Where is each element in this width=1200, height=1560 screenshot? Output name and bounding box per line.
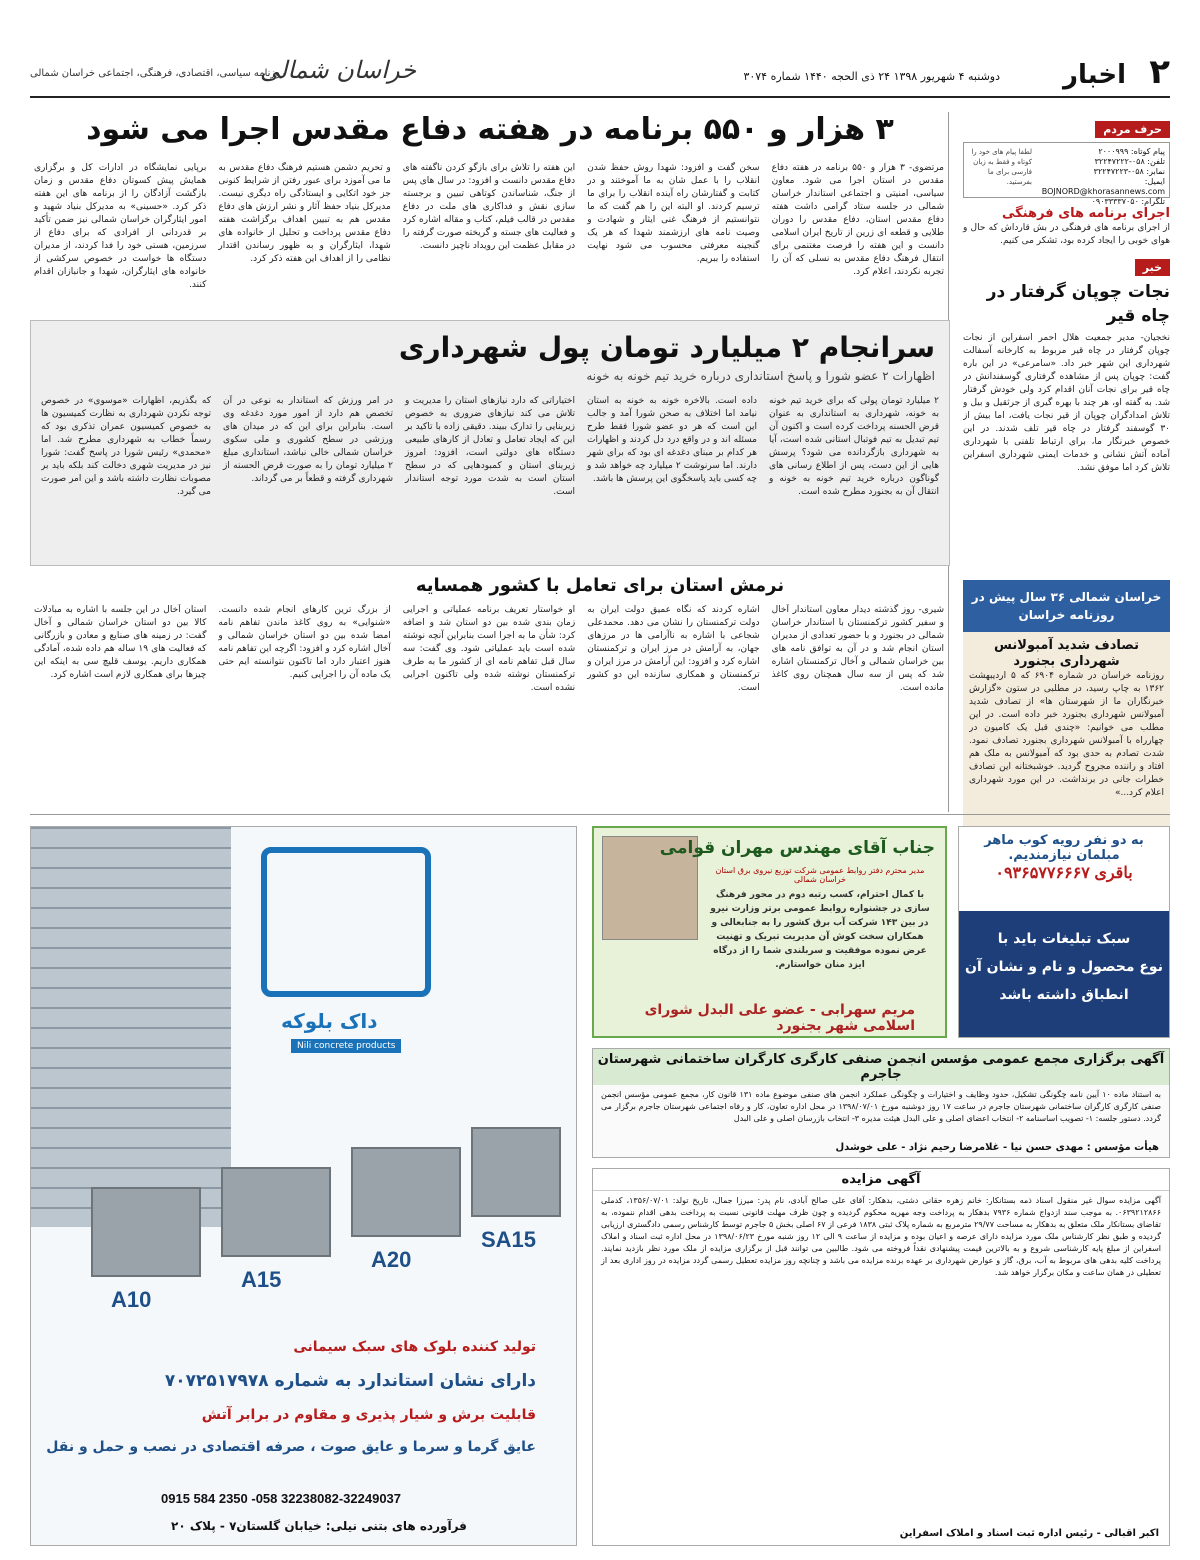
archive-promo-banner: خراسان شمالی ۳۶ سال پیش در روزنامه خراسان (963, 580, 1170, 632)
meeting-body: به استناد ماده ۱۰ آیین نامه چگونگی تشکیل، حدود وظایف و اختیارات و چگونگی عملکرد انجمن های صنفی موضوع ماده ۱۳۱ قانون کار، مجمع عمومی مؤسس انجمن صنفی کارگری کارگران ساختمانی شهرستان جاجرم در ساعت ۱۷ روز دوشنبه مورخ ۱۳۹۸/۰۷/۰۱ در محل اداره تعاون، کار و رفاه اجتماعی شهرستان جاجرم برگزار می گردد. دستور جلسه: ۱- تصویب اساسنامه ۲- انتخاب اعضای اصلی و علی البدل هیئت مدیره ۳- انتخاب بازرسان اصلی و علی البدل (601, 1090, 1161, 1123)
people-box-head: حرف مردم (1095, 121, 1170, 138)
job-ad-phone: باقری ۰۹۳۶۵۷۷۶۶۶۷ (995, 865, 1133, 882)
news-box-head: خبر (1135, 259, 1170, 276)
section-title: اخبار (1063, 60, 1126, 90)
masthead-logo: خراسان شمالی (260, 56, 417, 84)
contact-lines (1036, 147, 1165, 206)
company-address: فرآورده های بتنی نیلی: خیابان گلستان۷ - پلاک ۲۰ (171, 1519, 467, 1533)
meeting-title: آگهی برگزاری مجمع عمومی مؤسس انجمن صنفی کارگری کارگران ساختمانی شهرستان جاجرم (593, 1049, 1169, 1085)
story3-col-2: اشاره کردند که نگاه عمیق دولت ایران به دولت ترکمنستان را نشان می دهد. محمدعلی شجاعی با اشاره به ناآرامی ها در مرزهای جهان، به آرامش در مرز ایران و ترکمنستان اشاره کرد و افزود: این آرامش در مرز ایران و ترکمنستان و همکاری سازنده این دو کشور است. (587, 605, 760, 693)
congrats-title: جناب آقای مهندس مهران قوامی (659, 838, 935, 858)
masthead-tagline: روزنامه سیاسی، اقتصادی، فرهنگی، اجتماعی خراسان شمالی (30, 68, 285, 79)
people-title: اجرای برنامه های فرهنگی (1002, 206, 1170, 221)
story3-columns (34, 604, 944, 804)
feature-line: تولید کننده بلوک های سبک سیمانی (293, 1339, 536, 1355)
story2-col-1: ۲ میلیارد تومان پولی که برای خرید تیم خونه به خونه، شهرداری به استانداری به عنوان قرض الحسنه پرداخت کرده است و اکنون آن تیم تبدیل به تیم فوتبال استانی شده است، آیا به شهرداری بازگردانده می شود؟ پرسش هایی از این دست، پس از اطلاع رسانی های گوناگون درباره خرید تیم خونه به خونه و انتقال آن به بجنورد مطرح شده است. (769, 396, 939, 497)
story1-col-3: این هفته را تلاش برای بازگو کردن ناگفته های دفاع مقدس دانست و افزود: در سال های پس از جنگ، شناساندن کوتاهی تبیین و برجسته سازی نقش و فداکاری های ملت در دفاع مقدس در قالب فیلم، کتاب و مقاله اشاره کرد و فعالیت های جسته و گریخته صورت گرفته را در مقابل عظمت این رویداد ناچیز دانست. (402, 163, 576, 251)
auction-footer: اکبر اقبالی - رئیس اداره ثبت اسناد و املاک اسفراین (899, 1528, 1159, 1539)
story2-col-5: که بگذریم، اظهارات «موسوی» در خصوص توجه نکردن شهرداری به نظارت کمیسیون ها به خصوص کمیسیون عمران تذکری بود که رسماً خطاب به شهرداری مطرح شد. اما «محمدی» رئیس شورا در پاسخ گفت: شورا نیز در مدیریت شهری دخالت کند بلکه باید بر مصوبات نظارت داشته باشد و این امر صورت می گیرد. (41, 396, 211, 497)
brand-name-en: Nili concrete products (291, 1039, 401, 1053)
slogan-line: سبک تبلیغات باید با (997, 931, 1131, 947)
block-image (471, 1127, 561, 1217)
story3-headline: نرمش استان برای تعامل با کشور همسایه (415, 575, 785, 596)
contact-box (963, 142, 1170, 206)
slogan-line: نوع محصول و نام و نشان آن (965, 959, 1163, 975)
news-title: نجات چوپان گرفتار در چاه قیر (986, 282, 1170, 326)
contact-email: ایمیل: BOJNORD@khorasannews.com (1041, 177, 1165, 196)
story2-subhead: اظهارات ۲ عضو شورا و پاسخ استانداری درباره خرید تیم خونه به خونه (586, 369, 935, 383)
block-image (91, 1187, 201, 1277)
contact-fax: نمابر: ۰۵۸-۳۲۲۴۷۲۲۳ (1093, 167, 1165, 176)
slogan-line: انطباق داشته باشد (999, 987, 1129, 1003)
people-text: از اجرای برنامه های فرهنگی در بش قارداش که حال و هوای خوبی را ایجاد کرده بود، تشکر می کنیم. (963, 223, 1170, 246)
news-text: نخجیان- مدیر جمعیت هلال احمر اسفراین از نجات چوپان گرفتار در چاه قیر مربوط به کارخانه آسفالت شهرداری این شهر خبر داد. «سامرعی» در این باره گفت: چوپان پس از مشاهده گرفتاری گوسفندانش در چاه قیر برای نجات آنان اقدام کرد ولی خودش گرفتار شد. به گفته او، هر چند با بهره گیری از جرثقیل و بیل و تلاش امدادگران چوپان از قیر نجات یافت، اما بیش از ۳۰ گوسفند گرفتار در چاه قیر تلف شدند. در این خصوص خبرنگار ما، برای ارتباط تلفنی با شهرداری آماده آتش نشانی و خدمات ایمنی شهرداری اسفراین تلاش کرد اما موفق نشد. (963, 333, 1170, 473)
contact-sms: پیام کوتاه: ۲۰۰۰۹۹۹ (1098, 147, 1165, 156)
brand-logo-icon (261, 847, 431, 997)
job-ad-line1: به دو نفر رویه کوب ماهر (984, 833, 1144, 848)
slogan-box (959, 911, 1169, 1037)
story2-col-3: اختیاراتی که دارد نیازهای استان را مدیریت و تلاش می کند نیازهای ضروری به خصوص زیربنایی را تدارک ببیند. دقیقی زاده با تاکید بر این که ایجاد تعامل و تعادل از کارهای طبیعی دستگاه های دولتی است، افزود: امروز زیربنای استان و کمبودهایی که در سطح استان است به شدت مورد توجه استاندار است. (405, 396, 575, 497)
auction-notice (592, 1168, 1170, 1546)
block-label: A15 (241, 1267, 282, 1292)
concrete-blocks-ad (30, 826, 577, 1546)
contact-telegram: تلگرام: ۰۹۰۳۳۳۳۷۰۵۰ (1091, 197, 1165, 206)
feature-line: قابلیت برش و شیار پذیری و مقاوم در برابر آتش (201, 1407, 536, 1423)
story3-col-1: شیری- روز گذشته دیدار معاون استاندار آخال و سفیر کشور ترکمنستان با استاندار خراسان شمالی در بجنورد و با حضور تعدادی از مدیران استان انجام شد و در آن به توافق نامه های بین خراسان شمالی و آخال ترکمنستان اشاره شد که پس از سه سال همچنان روی کاغذ مانده است. (771, 605, 944, 693)
block-label: A20 (371, 1247, 412, 1272)
meeting-footer: هیأت مؤسس : مهدی حسن نیا - غلامرضا رحیم نژاد - علی خوشدل (835, 1142, 1159, 1153)
auction-title: آگهی مزایده (593, 1169, 1169, 1191)
story1-col-1: مرتضوی- ۳ هزار و ۵۵۰ برنامه در هفته دفاع مقدس در استان اجرا می شود. معاون سیاسی، امنیتی و اجتماعی استاندار خراسان شمالی در جلسه ستاد گرامی داشت هفته دفاع مقدس استان، دفاع مقدس را دوران طلایی و قطعه ای زرین از تاریخ ایران اسلامی دانست و این هفته را فرصت مغتنمی برای انتقال فرهنگ دفاع مقدس به نسلی که آن را تجربه نکردند، اعلام کرد. (771, 163, 944, 277)
story2-box (30, 320, 950, 566)
story3-col-4: از بزرگ ترین کارهای انجام شده دانست. «شنوایی» به روی کاغذ ماندن تفاهم نامه امضا شده بین دو استان خراسان شمالی و آخال اشاره کرد و افزود: اگرچه این تفاهم نامه هنوز اعتبار دارد اما تاکنون نتوانسته ایم حتی یک ماده آن را اجرایی کنیم. (218, 605, 391, 680)
story3-col-3: او خواستار تعریف برنامه عملیاتی و اجرایی زمان بندی شده بین دو استان شد و اضافه کرد: شأن ما به اجرا است بنابراین آنچه نوشته شده است باید عملیاتی شود. وی گفت: سه سال قبل تفاهم نامه ای از کشور ما به طرف ترکمنستان نوشته شده ولی تاکنون اجرایی نشده است. (402, 605, 576, 693)
classified-ad (958, 826, 1170, 1038)
archive-story-text: روزنامه خراسان در شماره ۶۹۰۴ که ۵ اردیبهشت ۱۳۶۲ به چاپ رسید، در مطلبی در ستون «گزارش خبرنگاران ما از شهرستان ها» از تصادف شدید آمبولانس شهرداری بجنورد خبر داده است. در این مطلب می خوانیم: «چندی قبل یک کامیون در چهارراه با آمبولانس شهرداری بجنورد تصادف نمود. شدت تصادم به حدی بود که آمبولانس به ملک هم افتاد و راننده مجروح گردید. خوشبختانه این تصادف خطرات جانی در برنداشت. در این مورد شهرداری اعلام کرد...» (969, 671, 1164, 798)
block-label: A10 (111, 1287, 152, 1312)
story2-columns (41, 395, 939, 559)
congrats-signature: مریم سهرابی - عضو علی البدل شورای اسلامی شهر بجنورد (644, 1002, 915, 1034)
meeting-notice (592, 1048, 1170, 1158)
page-header (30, 52, 1170, 98)
job-ad-line2: مبلمان نیازمندیم. (1008, 848, 1120, 863)
story3-col-5: استان آخال در این جلسه با اشاره به مبادلات کالا بین دو استان خراسان شمالی و آخال گفت: در زمینه های صنایع و معادن و بازرگانی که فعالیت های ۱۹ ساله هم داده شده، آمادگی همکاری داریم. یوسف قلیچ سی به اینکه این چیزها برای همکاری لازم است اشاره کرد. (34, 605, 207, 680)
story1-col-4: و تحریم دشمن هستیم فرهنگ دفاع مقدس به ما می آموزد برای عبور رفتن از شرایط کنونی جز خود اتکایی و ایستادگی راه دیگری نیست. مدیرکل بنیاد حفظ آثار و نشر ارزش های دفاع مقدس هم به تبیین اهداف برگزاشت هفته دفاع مقدس پرداخت و تحلیل از خانواده های شهدا، ایثارگران و به ظهور رساندن اقتدار نظامی را از اهداف این هفته ذکر کرد. (218, 163, 391, 264)
story1-columns (34, 162, 944, 312)
story2-col-4: در امر ورزش که استاندار به نوعی در آن تخصص هم دارد از امور مورد دغدغه وی است. بنابراین برای این که در میدان های ورزشی در سطح کشوری و ملی سکوی خراسان شمالی خالی نباشد، استانداری مبلغ ۲ میلیارد تومان را به صورت قرض الحسنه از شهرداری گرفته و قطعاً بر می گرداند. (223, 396, 393, 484)
phone-numbers: 0915 584 2350 -058 32238082-32249037 (161, 1491, 402, 1506)
story2-headline: سرانجام ۲ میلیارد تومان پول شهرداری (398, 331, 935, 364)
building-image (31, 827, 231, 1227)
congrats-subtitle: مدیر محترم دفتر روابط عمومی شرکت توزیع نیروی برق استان خراسان شمالی (715, 866, 925, 884)
ads-divider (30, 814, 1170, 815)
story1-headline: ۳ هزار و ۵۵۰ برنامه در هفته دفاع مقدس اجرا می شود (86, 112, 894, 147)
congrats-text: با کمال احترام، کسب رتبه دوم در محور فرهنگ سازی در جشنواره روابط عمومی برتر وزارت نیرو در بین ۱۴۳ شرکت آب برق کشور را به جنابعالی و همکاران سخت کوش آن مدیریت تبریک و تهنیت عرض نموده موفقیت و سربلندی شما را از درگاه ایزد منان خواستارم. (710, 890, 930, 970)
feature-line: دارای نشان استاندارد به شماره ۷۰۷۲۵۱۷۹۷۸ (164, 1371, 536, 1391)
story1-col-5: برپایی نمایشگاه در ادارات کل و برگزاری همایش پیش کسوتان دفاع مقدس و زمان بازگشت آزادگان را از برنامه های این هفته ذکر کرد. «حسینی» به مدیرکل بنیاد شهید و امور ایثارگران خراسان شمالی نیز ضمن تأکید بر قدردانی از افرادی که برای دفاع از سرزمین، هستی خود را فدا کردند، از مدیران دستگاه ها خواست در خصوص سرکشی از خانواده های ایثارگران، شهدا و جانبازان اقدام کنند. (34, 163, 207, 290)
page-number: ۲ (1149, 52, 1170, 92)
feature-line: عایق گرما و سرما و عایق صوت ، صرفه اقتصادی در نصب و حمل و نقل (46, 1439, 536, 1455)
block-image (351, 1147, 461, 1237)
story2-col-2: داده است. بالاخره خونه به خونه به استان نیامد اما اختلاف به صحن شورا آمد و جالب این است که هر دو عضو شورا فقط طرح مسئله اند و در واقع درد دل کردند و اظهارات هر کدام بر مبنای دغدغه ای بود که برای شهر دارند. اما سرنوشت ۲ میلیارد چه خواهد شد و چه کسی باید پاسخگوی این پرسش ها باشد. (587, 396, 757, 484)
issue-date: دوشنبه ۴ شهریور ۱۳۹۸ ۲۴ ذی الحجه ۱۴۴۰ شماره ۳۰۷۴ (743, 70, 1000, 83)
story1-col-2: سخن گفت و افزود: شهدا روش حفظ شدن انقلاب را با عمل شان به ما آموختند و در کتابت و گفتارشان راه آینده انقلاب را برای ما ترسیم کردند. او البته این را هم گفت که ما نتوانستیم از فرهنگ غنی ایثار و شهادت و وصیت نامه های ارزشمند شهدا که هر یک گنجینه معرفتی محسوب می شود نهایت استفاده را ببریم. (587, 163, 760, 264)
archive-story-title: تصادف شدید آمبولانس شهرداری بجنورد (994, 638, 1139, 669)
block-image (221, 1167, 331, 1257)
contact-phone: تلفن: ۰۵۸-۳۲۲۴۷۲۲۲ (1094, 157, 1165, 166)
auction-body: آگهی مزایده سوال غیر منقول اسناد ذمه بستانکار: خانم زهره حقانی دشتی، بدهکار: آقای علی صالح آبادی، نام پدر: میرزا جمال، تاریخ تولد: ۱۳۵۶/۰۷/۰۱، کدملی ۰۶۳۹۲۱۲۸۶۶. به موجب سند ازدواج شماره ۷۹۳۶ بدهکار به پرداخت وجه مهریه محکوم گردیده و چون ظرف مهلت قانونی نسبت به پرداخت بدهی اقدام ننموده، به تقاضای بستانکار ملک متعلق به بدهکار به مساحت ۲۹/۷۷ مترمربع به شماره پلاک ثبتی ۱۸۳۸ فرعی از ۶۷ اصلی بخش ۵ جاجرم توسط کارشناس رسمی دادگستری ارزیابی گردیده و طبق نظر کارشناس ملک مورد مزایده دارای عرصه و اعیان بوده و مزایده از ساعت ۹ الی ۱۲ روز شنبه مورخ ۱۳۹۸/۰۶/۲۳ در محل اداره ثبت اسناد و املاک اسفراین از مبلغ پایه کارشناسی شروع و به بالاترین قیمت پیشنهادی نقداً فروخته می شود. طالبین می توانند قبل از برگزاری مزایده از ملک مورد نظر بازدید نمایند. پرداخت کلیه بدهی های مربوط به آب، برق، گاز و عوارض شهرداری بر عهده برنده مزایده می باشد و چنانچه روز مزایده تعطیل رسمی گردد مزایده در روز اداری بعد از تعطیلی در همان ساعت و مکان برگزار خواهد شد. (601, 1196, 1162, 1277)
block-label: SA15 (481, 1227, 537, 1252)
job-ad (959, 827, 1169, 911)
contact-note: لطفا پیام های خود را کوتاه و فقط به زبان فارسی برای ما بفرستید. (971, 148, 1032, 186)
brand-name: داک بلوکه (281, 1009, 378, 1033)
right-sidebar (963, 118, 1170, 862)
congratulations-ad (592, 826, 947, 1038)
